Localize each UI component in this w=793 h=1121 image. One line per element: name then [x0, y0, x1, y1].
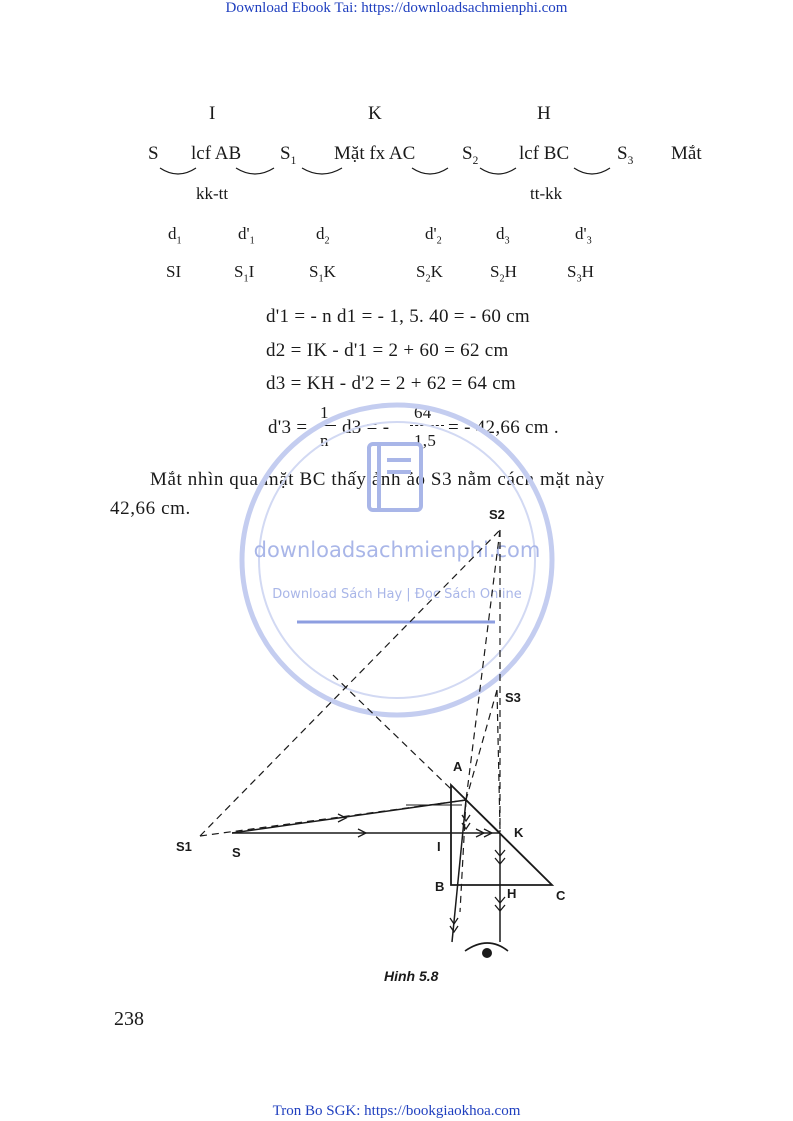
- dist-d1: $d_1$: [168, 224, 182, 247]
- point-H: H: [537, 103, 551, 124]
- label-S2: S2: [489, 507, 505, 522]
- label-C: C: [556, 888, 566, 903]
- dashed-normal-AC: [333, 675, 451, 789]
- label-S1: S1: [176, 839, 192, 854]
- label-S3: S3: [505, 690, 521, 705]
- chain-mat-fx-AC: Mặt fx AC: [334, 143, 416, 164]
- label-S: S: [232, 845, 241, 860]
- equation-1: d'1 = - n d1 = - 1, 5. 40 = - 60 cm: [266, 306, 531, 327]
- label-kk-tt: kk-tt: [196, 184, 229, 203]
- equation-4-mid: d3 = -: [342, 417, 390, 438]
- page-number: 238: [114, 1008, 144, 1030]
- point-K: K: [368, 103, 382, 124]
- equation-4-num: 1: [320, 403, 329, 422]
- equation-4-rhs: = - 42,66 cm .: [448, 417, 559, 438]
- chain-mat: Mắt: [671, 143, 702, 164]
- equation-2: d2 = IK - d'1 = 2 + 60 = 62 cm: [266, 340, 509, 361]
- point-I: I: [209, 103, 216, 124]
- chain-lcf-BC: lcf BC: [519, 143, 570, 164]
- dist-S3H: $S_3H$: [567, 262, 594, 285]
- page-footer[interactable]: Tron Bo SGK: https://bookgiaokhoa.com: [272, 1103, 521, 1119]
- label-A: A: [453, 759, 463, 774]
- dist-d2: $d_2$: [316, 224, 330, 247]
- paragraph-line-1: Mắt nhìn qua mặt BC thấy ảnh ảo S3 nằm cách mặt này: [150, 469, 605, 490]
- label-I: I: [437, 839, 441, 854]
- dist-SI: SI: [166, 262, 182, 281]
- chain-lcf-AB: lcf AB: [191, 143, 242, 164]
- chain-S: S: [148, 143, 159, 164]
- label-H: H: [507, 886, 517, 901]
- equation-4-num2: 64: [414, 403, 432, 422]
- equation-4-lhs: d'3 =: [268, 417, 308, 438]
- dist-S1I: $S_1I$: [234, 262, 255, 285]
- dist-S2H: $S_2H$: [490, 262, 517, 285]
- paragraph-line-2: 42,66 cm.: [110, 498, 191, 519]
- watermark-site: downloadsachmienphi.com: [253, 538, 541, 562]
- figure-caption: Hinh 5.8: [384, 968, 439, 984]
- equation-3: d3 = KH - d'2 = 2 + 62 = 64 cm: [266, 373, 517, 394]
- chain-S1: $S_1$: [280, 143, 297, 167]
- chain-S2: $S_2$: [462, 143, 479, 167]
- ray-exit-left: [452, 800, 466, 942]
- equation-4-den: n: [320, 431, 329, 450]
- watermark-tagline: Download Sách Hay | Đọc Sách Online: [272, 587, 522, 602]
- equation-4-den2: 1,5: [414, 431, 437, 450]
- dist-d3-prime: $d'_3$: [575, 224, 592, 247]
- dist-S2K: $S_2K$: [416, 262, 443, 285]
- label-tt-kk: tt-kk: [530, 184, 563, 203]
- dist-S1K: $S_1K$: [309, 262, 336, 285]
- page-header[interactable]: Download Ebook Tai: https://downloadsachmienphi.com: [225, 0, 568, 16]
- dist-d3: $d_3$: [496, 224, 510, 247]
- label-B: B: [435, 879, 445, 894]
- chain-S3: $S_3$: [617, 143, 634, 167]
- dist-d1-prime: $d'_1$: [238, 224, 255, 247]
- dist-d2-prime: $d'_2$: [425, 224, 442, 247]
- label-K: K: [514, 825, 524, 840]
